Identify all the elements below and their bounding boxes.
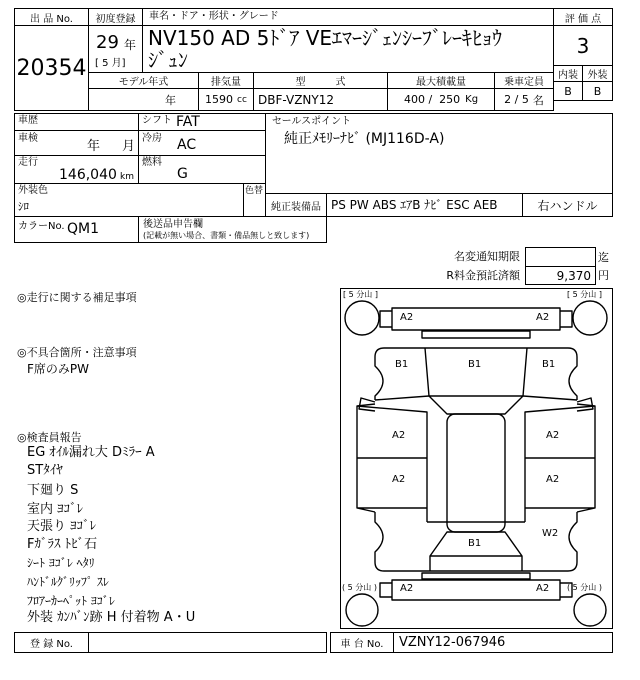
capacity-label: 乗車定員 — [504, 77, 544, 88]
max-load-label: 最大積載量 — [416, 77, 466, 88]
mileage-value: 146,040 — [59, 167, 117, 183]
steering-value: 右ハンドル — [537, 198, 598, 213]
inspection-year-unit: 年 — [87, 139, 101, 154]
damage-mark: B1 — [395, 359, 409, 370]
recycle-value: 9,370 — [556, 269, 591, 283]
damage-mark: A2 — [546, 430, 560, 441]
driving-notes-title: ◎走行に関する補足事項 — [17, 291, 137, 304]
car-name-line2: ｼﾞｭﾝ — [148, 48, 188, 72]
name-change-label: 名変通知期限 — [454, 250, 520, 263]
chassis-label-cell — [330, 632, 394, 653]
displacement-label-cell — [198, 72, 254, 89]
max-load-value: 400 / 250 — [403, 93, 461, 106]
inspector-item: 外装 ｶﾝﾊﾞﾝ跡 H 付着物 A・U — [27, 610, 196, 625]
inspector-item: ﾊﾝﾄﾞﾙｸﾞﾘｯﾌﾟ ｽﾚ — [27, 575, 109, 589]
defects-title: ◎不具合箇所・注意事項 — [17, 346, 137, 359]
first-reg-year: 29 — [96, 32, 119, 53]
shipping-note: (記載が無い場合、書類・備品無しと致します) — [143, 231, 310, 240]
inspector-item: 室内 ﾖｺﾞﾚ — [27, 502, 84, 517]
inspector-item: EG ｵｲﾙ漏れ大 Dﾐﾗｰ A — [27, 445, 155, 460]
steering-cell — [522, 193, 613, 217]
fuel-label: 燃料 — [142, 157, 162, 168]
inspector-item: ｼｰﾄ ﾖｺﾞﾚ ﾍﾀﾘ — [27, 556, 95, 570]
damage-mark: A2 — [536, 312, 550, 323]
rear-right-wheel — [574, 594, 606, 626]
inspector-item: ﾌﾛｱｰｶｰﾍﾟｯﾄ ﾖｺﾞﾚ — [27, 594, 115, 608]
ac-value: AC — [177, 137, 197, 153]
color-no-value: QM1 — [67, 221, 100, 237]
exterior-grade: B — [593, 84, 602, 98]
inspector-item: STﾀｲﾔ — [27, 463, 63, 478]
front-body — [375, 348, 577, 400]
color-no-cell — [14, 216, 139, 243]
ac-label: 冷房 — [142, 133, 162, 144]
registration-label: 登 録 No. — [30, 639, 73, 650]
color-change-label: 色替 — [245, 186, 264, 196]
car-name-line1: NV150 AD 5ﾄﾞｱ VEｴﾏｰｼﾞｪﾝｼｰﾌﾞﾚｰｷﾋｮｳ — [148, 26, 503, 50]
equipment-label-cell — [265, 193, 327, 217]
registration-label-cell — [14, 632, 89, 653]
max-load-cell — [387, 88, 495, 111]
history-label: 車歴 — [18, 115, 38, 126]
mileage-unit: km — [120, 172, 134, 182]
type-value: DBF-VZNY12 — [258, 93, 335, 107]
front-left-wheel — [345, 301, 379, 335]
shift-cell — [138, 113, 266, 131]
score-label-cell — [553, 8, 613, 26]
chassis-label: 車 台 No. — [340, 639, 384, 650]
max-load-unit: Kg — [465, 94, 479, 105]
first-reg-cell — [88, 25, 143, 73]
lot-no: 20354 — [16, 55, 87, 81]
left-side-panels — [357, 404, 427, 522]
sales-point-label: セールスポイント — [272, 116, 352, 127]
exterior-color-cell — [14, 183, 244, 217]
damage-mark: B1 — [542, 359, 556, 370]
roof — [447, 414, 505, 532]
windshield — [429, 396, 523, 414]
exterior-label-cell — [582, 65, 613, 82]
right-side-panels — [525, 404, 595, 522]
mileage-cell — [14, 155, 139, 184]
rear-left-wheel — [346, 594, 378, 626]
exterior-label: 外装 — [587, 70, 608, 81]
first-reg-year-unit: 年 — [124, 38, 137, 52]
model-year-label-cell — [88, 72, 199, 89]
lot-no-label: 出 品 No. — [30, 13, 73, 25]
capacity-value: 2 / 5 — [504, 93, 529, 106]
sales-point-cell — [265, 113, 613, 194]
sales-point-value: 純正ﾒﾓﾘｰﾅﾋﾞ (MJ116D-A) — [284, 131, 445, 147]
tire-label-front-left: [ 5 分山 ] — [343, 290, 378, 299]
ac-cell — [138, 130, 266, 156]
inspector-item: 下廻り S — [27, 483, 79, 498]
displacement-label: 排気量 — [211, 77, 241, 88]
shipping-label: 後送品申告欄 — [143, 219, 203, 230]
color-no-label: カラーNo. — [18, 221, 65, 232]
damage-mark: A2 — [400, 583, 414, 594]
car-name-label-cell — [142, 8, 554, 26]
capacity-cell — [494, 88, 554, 111]
color-change-cell — [243, 183, 266, 217]
damage-mark: A2 — [400, 312, 414, 323]
first-reg-label: 初度登録 — [95, 13, 136, 25]
hood-lines — [425, 348, 527, 396]
score-cell — [553, 25, 613, 66]
displacement-value: 1590 — [205, 93, 234, 106]
first-reg-label-cell — [88, 8, 143, 26]
registration-value-cell — [88, 632, 327, 653]
displacement-cell — [198, 88, 254, 111]
equipment-value: PS PW ABS ｴｱB ﾅﾋﾞ ESC AEB — [331, 198, 498, 212]
rear-light-strip — [422, 573, 530, 579]
damage-mark: A2 — [536, 583, 550, 594]
name-change-suffix: 迄 — [598, 251, 609, 264]
interior-grade: B — [564, 84, 572, 98]
exterior-color-value: ｼﾛ — [18, 200, 29, 213]
damage-mark: W2 — [542, 528, 559, 539]
front-grille — [422, 331, 530, 338]
lot-no-label-cell — [14, 8, 89, 26]
fuel-cell — [138, 155, 266, 184]
shift-value: FAT — [176, 114, 200, 130]
shipping-cell — [138, 216, 327, 243]
score-label: 評 価 点 — [564, 13, 602, 25]
inspection-month-unit: 月 — [122, 139, 136, 154]
history-cell — [14, 113, 139, 131]
model-year-cell — [88, 88, 199, 111]
lot-no-cell — [14, 25, 89, 111]
score: 3 — [576, 33, 590, 58]
car-name-cell — [142, 25, 554, 73]
model-year-label: モデル年式 — [118, 77, 169, 88]
max-load-label-cell — [387, 72, 495, 89]
equipment-label: 純正装備品 — [271, 201, 321, 213]
interior-label: 内装 — [558, 70, 578, 81]
type-cell — [253, 88, 388, 111]
recycle-box — [525, 266, 596, 285]
recycle-unit: 円 — [598, 269, 609, 282]
exterior-color-label: 外装色 — [18, 185, 48, 196]
model-year-unit: 年 — [165, 94, 176, 107]
car-name-label: 車名・ドア・形状・グレード — [149, 11, 279, 22]
shift-label: シフト — [142, 115, 172, 126]
tire-label-front-right: [ 5 分山 ] — [567, 290, 602, 299]
recycle-label: R料金預託済額 — [446, 269, 520, 282]
type-label-cell — [253, 72, 388, 89]
inspection-label: 車検 — [18, 133, 38, 144]
chassis-value-cell — [393, 632, 613, 653]
displacement-unit: cc — [237, 94, 247, 105]
damage-mark: B1 — [468, 538, 482, 549]
equipment-cell — [326, 193, 523, 217]
name-change-box — [525, 247, 596, 267]
front-right-wheel — [573, 301, 607, 335]
mileage-label: 走行 — [18, 157, 38, 168]
vehicle-damage-diagram — [340, 288, 613, 629]
capacity-unit: 名 — [532, 93, 544, 107]
exterior-grade-cell — [582, 81, 613, 101]
tire-label-rear-left: ( 5 分山 ) — [342, 583, 377, 592]
chassis-no: VZNY12-067946 — [399, 635, 506, 650]
fuel-value: G — [177, 166, 188, 182]
inspection-cell — [14, 130, 139, 156]
damage-mark: B1 — [468, 359, 482, 370]
interior-label-cell — [553, 65, 583, 82]
damage-mark: A2 — [546, 474, 560, 485]
first-reg-month: [ 5 月] — [95, 58, 126, 69]
inspector-title: ◎検査員報告 — [17, 431, 82, 444]
interior-grade-cell — [553, 81, 583, 101]
inspector-item: Fｶﾞﾗｽ ﾄﾋﾞ石 — [27, 537, 98, 552]
inspector-item: 天張り ﾖｺﾞﾚ — [27, 519, 97, 534]
type-label: 型 式 — [295, 77, 346, 88]
defect-item: F席のみPW — [27, 362, 90, 376]
damage-mark: A2 — [392, 430, 406, 441]
tire-label-rear-right: ( 5 分山 ) — [567, 583, 602, 592]
capacity-label-cell — [494, 72, 554, 89]
damage-mark: A2 — [392, 474, 406, 485]
